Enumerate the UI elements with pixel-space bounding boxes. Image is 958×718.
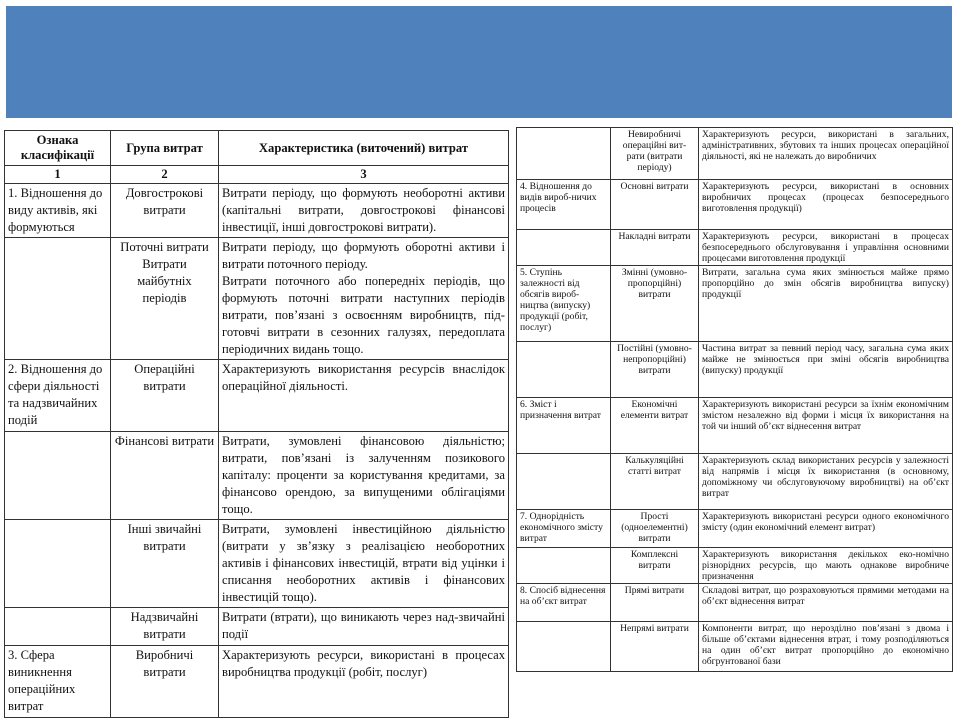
- classification-sign-cell: [517, 622, 611, 672]
- classification-sign-cell: [517, 454, 611, 510]
- classification-sign-cell: [517, 548, 611, 584]
- characteristic-cell: Компоненти витрат, що нерозділно пов’язані з двома і більше об’єктами віднесення втрат, і тому розподіляються на один об’єкт витрат пропорційно до економічно обгрунтованої бази: [699, 622, 953, 672]
- classification-sign-cell: 6. Зміст і призначення витрат: [517, 398, 611, 454]
- column-number: 3: [219, 166, 509, 184]
- table-row: [5, 520, 509, 608]
- column-number: 1: [5, 166, 111, 184]
- classification-sign-cell: 1. Відношення до виду активів, які формуються: [5, 184, 111, 238]
- classification-sign-cell: 8. Спосіб віднесення на об’єкт витрат: [517, 584, 611, 622]
- classification-sign-cell: [517, 128, 611, 180]
- table-row: [517, 230, 953, 266]
- characteristic-cell: Витрати (втрати), що виникають через над-звичайні події: [219, 608, 509, 646]
- cost-group-cell: Довгострокові витрати: [111, 184, 219, 238]
- table-row: [517, 266, 953, 342]
- characteristic-cell: Витрати, зумовлені інвестиційною діяльністю (витрати у зв’язку з реалізацією необоротних активів і фінансових інвестицій, втрати від уцінки і списання необоротних активів і фінансових інвестицій тощо).: [219, 520, 509, 608]
- table-row: [517, 584, 953, 622]
- characteristic-cell: Характеризують використання ресурсів внаслідок операційної діяльності.: [219, 360, 509, 432]
- characteristic-cell: Характеризують ресурси, використані в основних виробничих процесах (процесах безпосереднього виготовлення продукції): [699, 180, 953, 230]
- classification-sign-cell: [5, 520, 111, 608]
- table-row: [517, 622, 953, 672]
- characteristic-cell: Характеризують ресурси, використані в процесах безпосереднього обслуговування і управління основними процесами виготовлення продукції: [699, 230, 953, 266]
- characteristic-cell: Витрати періоду, що формують оборотні активи і витрати поточного періоду. Витрати поточного або попередніх періодів, що формують поточні витрати наступних періодів витрати, пов’язані з освоєнням виробництв, під-готовчі витрати в сезонних галузях, передоплата періодичних видань тощо.: [219, 238, 509, 360]
- table-row: [5, 238, 509, 360]
- characteristic-cell: Характеризують ресурси, використані в процесах виробництва продукції (робіт, послуг): [219, 646, 509, 718]
- cost-group-cell: Поточні витрати Витрати майбутніх періодів: [111, 238, 219, 360]
- cost-group-cell: Комплексні витрати: [611, 548, 699, 584]
- cost-group-cell: Прямі витрати: [611, 584, 699, 622]
- characteristic-cell: Характеризують використання декількох еко-номічно різнорідних ресурсів, що мають однакове виробниче призначення: [699, 548, 953, 584]
- cost-group-cell: Невиробничі операційні вит-рати (витрати періоду): [611, 128, 699, 180]
- classification-sign-cell: [5, 238, 111, 360]
- cost-group-cell: Виробничі витрати: [111, 646, 219, 718]
- title-banner: [6, 6, 952, 118]
- classification-sign-cell: 4. Відношення до видів вироб-ничих процесів: [517, 180, 611, 230]
- cost-group-cell: Операційні витрати: [111, 360, 219, 432]
- classification-sign-cell: [5, 432, 111, 520]
- classification-sign-cell: 5. Ступінь залежності від обсягів вироб-ництва (випуску) продукції (робіт, послуг): [517, 266, 611, 342]
- header-row: [5, 131, 509, 166]
- header-classification-sign: Ознака класифікації: [5, 131, 111, 166]
- classification-sign-cell: 7. Однорідність економічного змісту витрат: [517, 510, 611, 548]
- characteristic-cell: Характеризують склад використаних ресурсів у залежності від напрямів і місця їх використання (в основному, допоміжному чи обслуговуючому виробництві) на об’єкт витрат: [699, 454, 953, 510]
- cost-group-cell: Калькуляційні статті витрат: [611, 454, 699, 510]
- characteristic-cell: Характеризують ресурси, використані в загальних, адміністративних, збутових та інших процесах операційної діяльності, які не належать до виробничих: [699, 128, 953, 180]
- characteristic-cell: Характеризують використані ресурси за їхнім економічним змістом незалежно від форми і місця їх використання на той чи інший об’єкт віднесення витрат: [699, 398, 953, 454]
- table-row: [517, 454, 953, 510]
- cost-classification-table-left: [4, 130, 509, 718]
- table-row: [5, 184, 509, 238]
- table-row: [5, 432, 509, 520]
- characteristic-cell: Витрати, зумовлені фінансовою діяльністю; витрати, пов’язані із залученням позикового капіталу: проценти за користування кредитами, за фінансово орендою, за випущеними облігаціями тощо.: [219, 432, 509, 520]
- characteristic-cell: Складові витрат, що розраховуються прямими методами на об’єкт віднесення витрат: [699, 584, 953, 622]
- table-row: [5, 608, 509, 646]
- cost-group-cell: Постійні (умовно-непропорційні) витрати: [611, 342, 699, 398]
- cost-group-cell: Накладні витрати: [611, 230, 699, 266]
- classification-sign-cell: [5, 608, 111, 646]
- table-row: [517, 180, 953, 230]
- table-row: [5, 360, 509, 432]
- header-cost-group: Група витрат: [111, 131, 219, 166]
- column-number-row: [5, 166, 509, 184]
- table-row: [517, 128, 953, 180]
- cost-group-cell: Прості (одноелементні) витрати: [611, 510, 699, 548]
- characteristic-cell: Характеризують використані ресурси одного економічного змісту (один економічний елемент витрат): [699, 510, 953, 548]
- table-row: [517, 398, 953, 454]
- characteristic-cell: Витрати, загальна сума яких змінюється майже прямо пропорційно до змін обсягів виробництва випуску) продукції: [699, 266, 953, 342]
- table-row: [5, 646, 509, 718]
- classification-sign-cell: 2. Відношення до сфери діяльності та надзвичайних подій: [5, 360, 111, 432]
- cost-group-cell: Непрямі витрати: [611, 622, 699, 672]
- classification-sign-cell: [517, 342, 611, 398]
- classification-sign-cell: [517, 230, 611, 266]
- cost-classification-table-right: [516, 127, 953, 672]
- table-row: [517, 510, 953, 548]
- cost-group-cell: Основні витрати: [611, 180, 699, 230]
- cost-group-cell: Економічні елементи витрат: [611, 398, 699, 454]
- characteristic-cell: Частина витрат за певний період часу, загальна сума яких майже не змінюється при зміні обсягів виробництва (випуску) продукції: [699, 342, 953, 398]
- cost-group-cell: Надзвичайні витрати: [111, 608, 219, 646]
- table-row: [517, 548, 953, 584]
- characteristic-cell: Витрати періоду, що формують необоротні активи (капітальні витрати, довгострокові фінансові інвестиції, інші довгострокові витрати).: [219, 184, 509, 238]
- table-row: [517, 342, 953, 398]
- header-cost-characteristic: Характеристика (виточений) витрат: [219, 131, 509, 166]
- classification-sign-cell: 3. Сфера виникнення операційних витрат: [5, 646, 111, 718]
- cost-group-cell: Змінні (умовно-пропорційні) витрати: [611, 266, 699, 342]
- cost-group-cell: Інші звичайні витрати: [111, 520, 219, 608]
- cost-group-cell: Фінансові витрати: [111, 432, 219, 520]
- column-number: 2: [111, 166, 219, 184]
